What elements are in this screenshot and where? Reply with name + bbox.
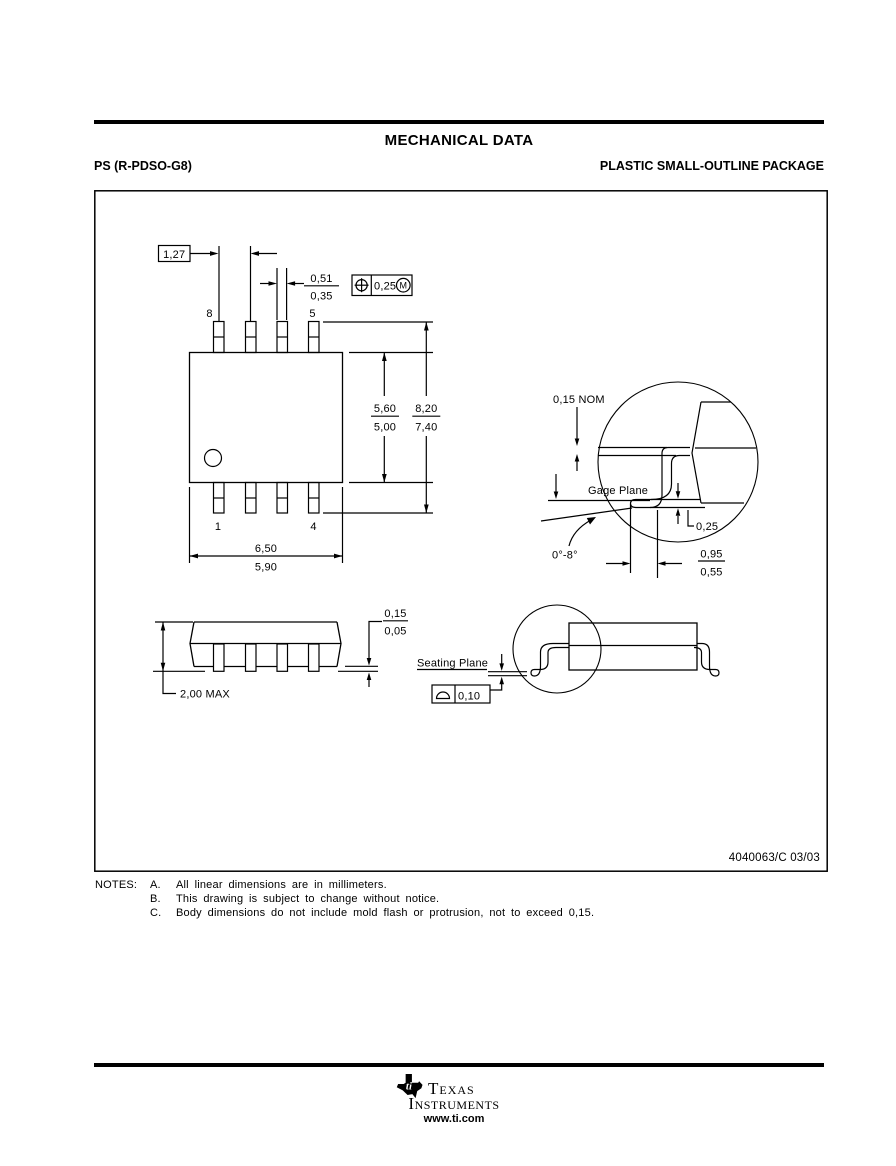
bottom-rule — [94, 1063, 824, 1067]
package-pins-bottom — [214, 483, 320, 514]
front-view-leads — [214, 644, 320, 671]
pin-label-8: 8 — [206, 308, 213, 320]
position-tolerance-icon — [355, 278, 369, 292]
seating-labels — [417, 658, 488, 703]
detail-reference-circle — [513, 605, 601, 693]
dim-foot-len-min: 0,55 — [700, 566, 723, 579]
dim-standoff-min: 0,05 — [384, 625, 407, 638]
note-row-b — [95, 892, 795, 906]
top-rule — [94, 120, 824, 124]
note-text: All linear dimensions are in millimeters. — [176, 879, 387, 891]
dim-standoff-max: 0,15 — [384, 608, 407, 620]
dim-body-width-min: 5,00 — [373, 421, 397, 434]
package-body-top-view — [190, 353, 343, 483]
dim-foot-len-max: 0,95 — [700, 548, 723, 561]
notes-label: NOTES: — [95, 879, 138, 891]
flatness-icon — [437, 692, 450, 699]
dim-seating-flatness: 0,10 — [458, 690, 481, 703]
package-code: PS (R-PDSO-G8) — [94, 159, 192, 173]
pin1-index-mark — [205, 450, 222, 467]
gage-plane-label: Gage Plane — [588, 485, 649, 497]
pin-label-4: 4 — [310, 521, 317, 533]
pin-label-1: 1 — [214, 521, 222, 533]
side-view — [513, 605, 719, 693]
seating-plane-label: Seating Plane — [417, 657, 489, 670]
front-view — [153, 621, 408, 694]
package-pins-top — [214, 322, 320, 353]
dim-body-width-max: 5,60 — [373, 403, 397, 415]
dim-gage-offset: 0,25 — [696, 521, 719, 533]
mmc-letter: M — [399, 280, 408, 291]
dim-lead-width-min: 0,35 — [310, 290, 333, 303]
doc-number: 4040063/C 03/03 — [728, 852, 820, 864]
note-text: This drawing is subject to change without notice. — [176, 893, 440, 905]
dim-lead-angle: 0°-8° — [552, 549, 578, 562]
pin-label-5: 5 — [309, 308, 316, 320]
side-view-left-lead — [531, 644, 569, 677]
mechanical-drawing — [94, 190, 828, 872]
side-view-right-lead — [694, 644, 719, 677]
brand-word-texas: Texas — [428, 1079, 475, 1098]
subtitle-band — [94, 159, 824, 173]
ti-url[interactable]: www.ti.com — [423, 1113, 485, 1125]
dim-lead-thickness: 0,15 NOM — [553, 394, 605, 406]
seating-arrows — [499, 663, 504, 684]
lead-detail-arrows — [554, 439, 681, 566]
brand-word-instruments: Instruments — [408, 1094, 500, 1113]
dim-lead-width-max: 0,51 — [310, 273, 333, 285]
ti-logo-block — [384, 1072, 524, 1132]
dim-body-len-min: 5,90 — [254, 561, 278, 574]
svg-text:ti: ti — [405, 1081, 413, 1093]
page-title: MECHANICAL DATA — [384, 132, 534, 149]
dim-span-min: 7,40 — [415, 421, 438, 434]
dim-body-len-max: 6,50 — [254, 543, 278, 555]
top-view-labels — [163, 249, 437, 574]
package-type: PLASTIC SMALL-OUTLINE PACKAGE — [599, 159, 824, 173]
dim-span-max: 8,20 — [415, 403, 438, 415]
lead-cross-section — [631, 448, 691, 508]
note-row-c — [95, 906, 795, 920]
top-view — [159, 246, 441, 564]
note-text: Body dimensions do not include mold flash or protrusion, not to exceed 0,15. — [176, 907, 595, 919]
note-key: A. — [150, 879, 161, 891]
note-key: C. — [150, 907, 162, 919]
note-key: B. — [150, 893, 161, 905]
dim-position-tol: 0,25 — [374, 280, 397, 293]
note-row-a — [95, 878, 795, 892]
dim-pitch: 1,27 — [163, 248, 186, 261]
body-edge-detail — [692, 402, 701, 503]
notes-section — [95, 878, 795, 920]
dim-height: 2,00 MAX — [180, 688, 230, 701]
